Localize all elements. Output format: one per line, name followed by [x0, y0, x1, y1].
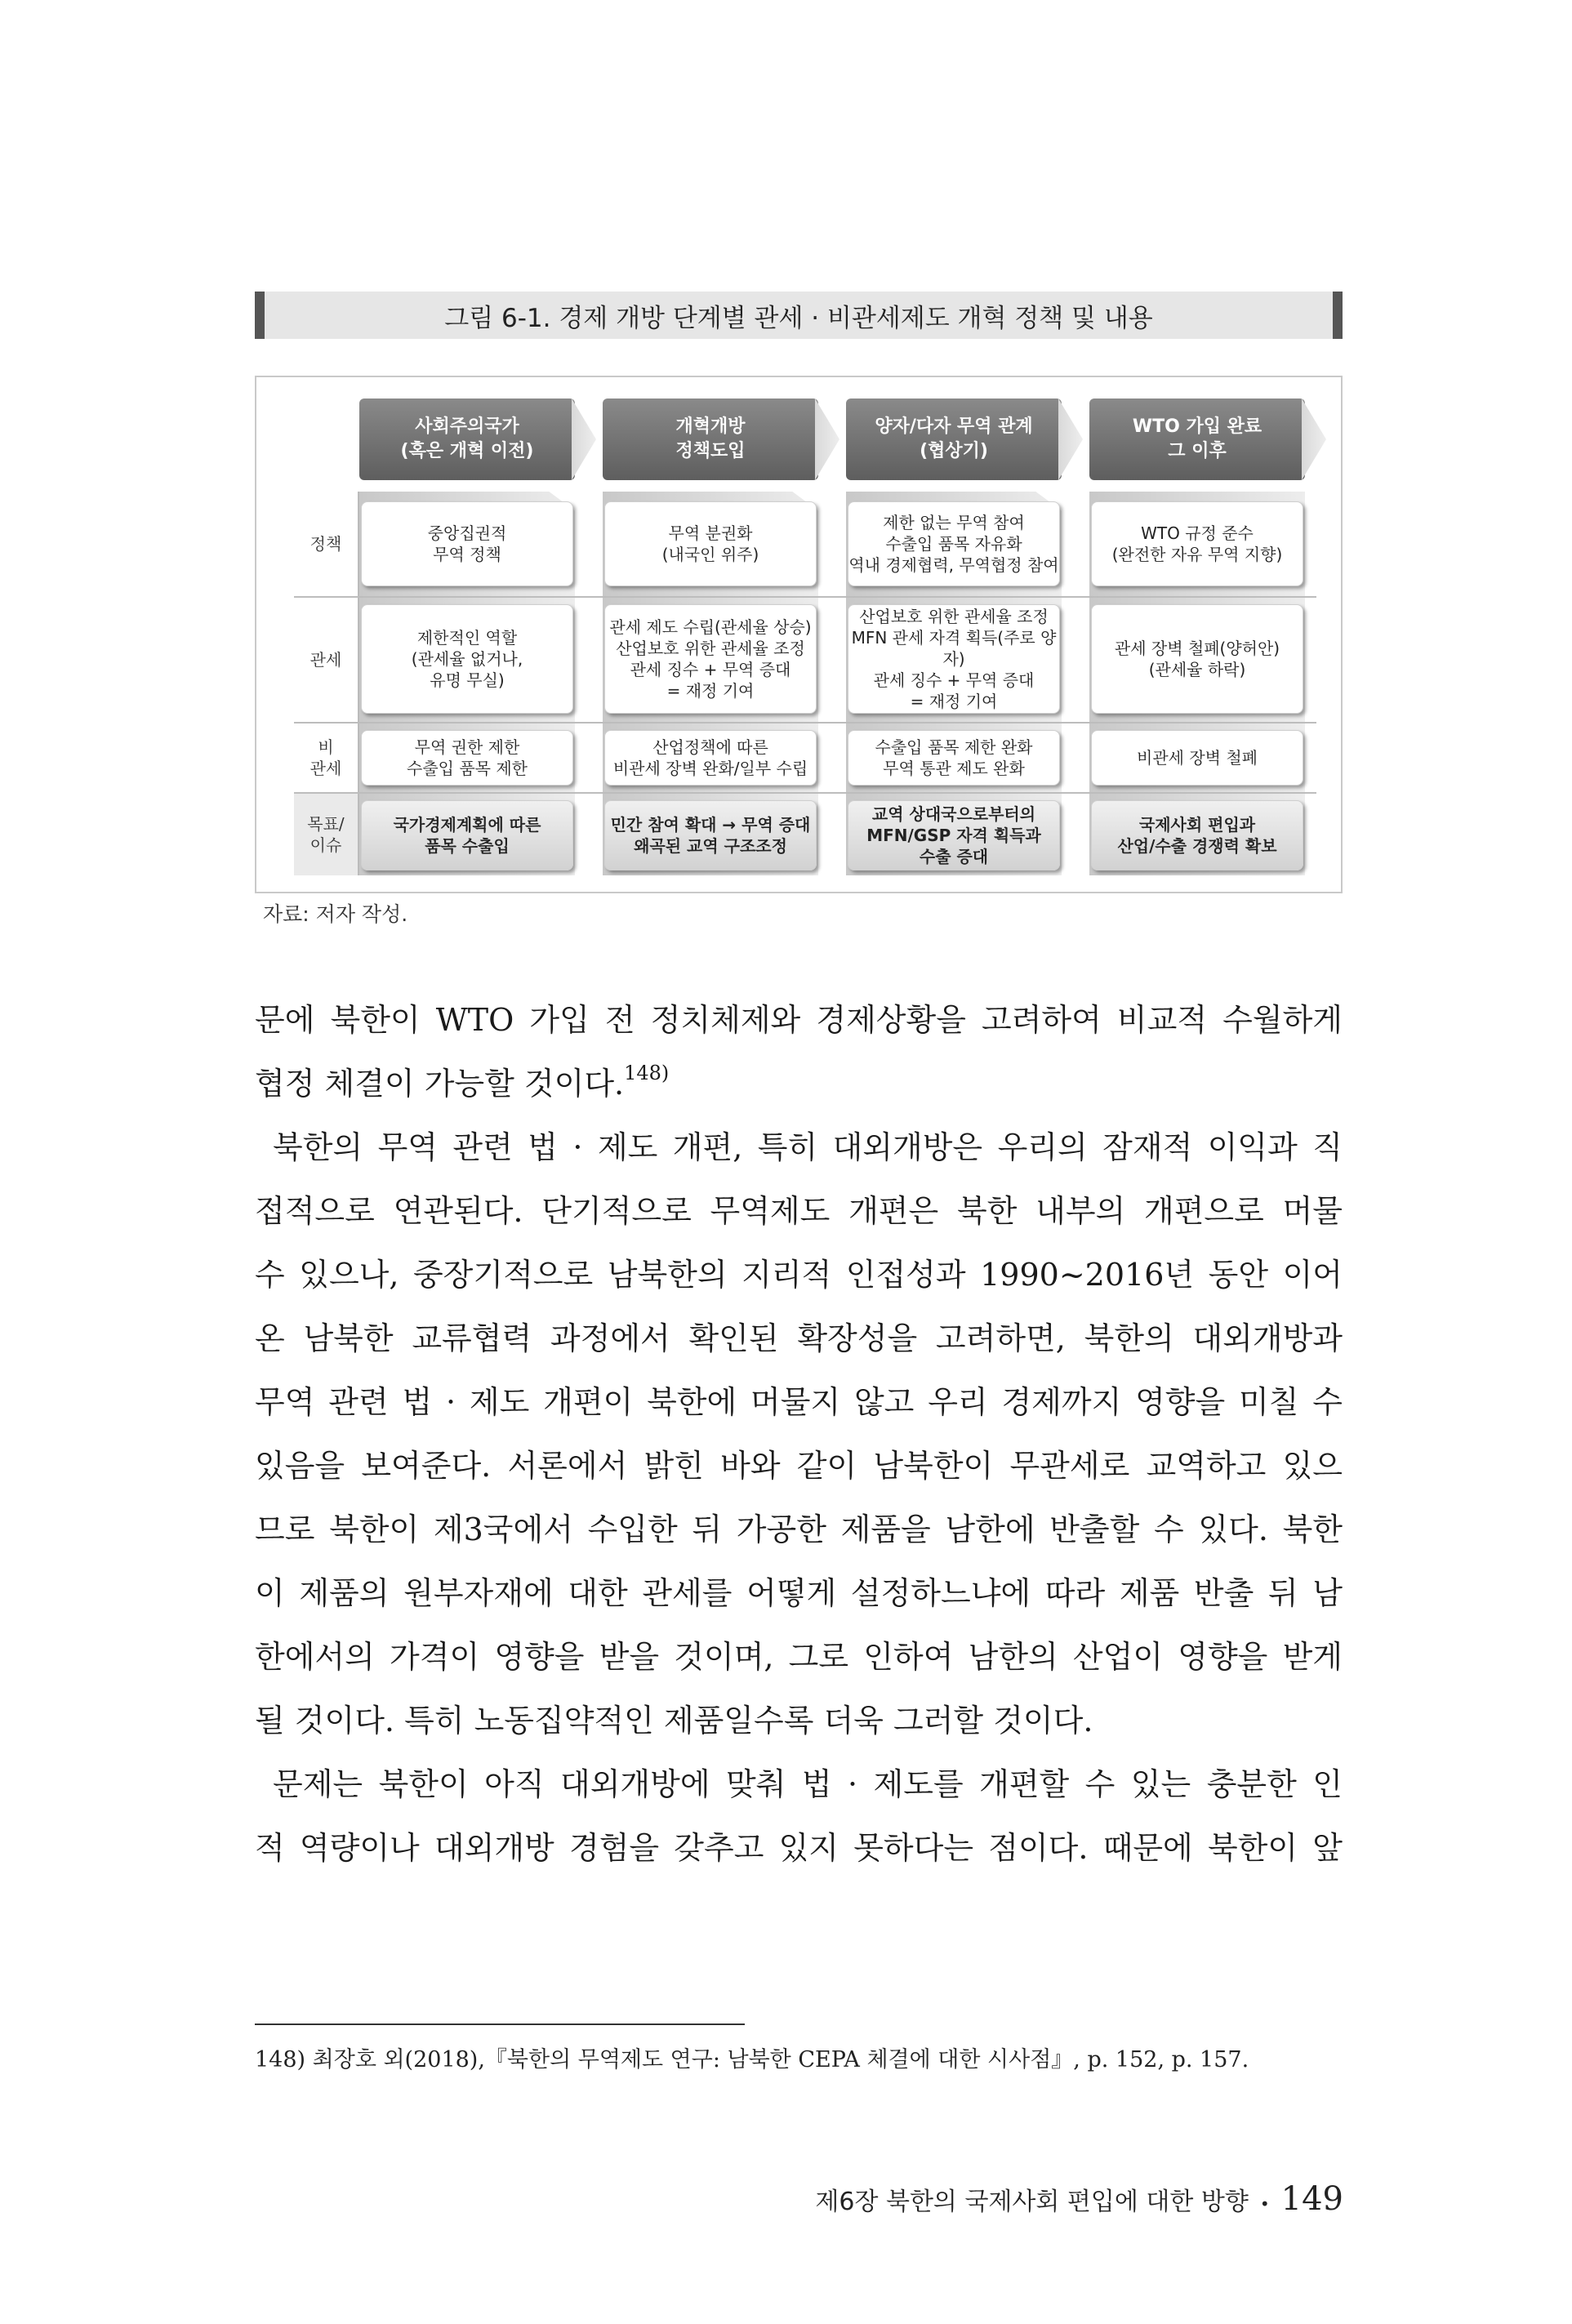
- row-divider: [294, 722, 1316, 723]
- body-line: 있음을 보여준다. 서론에서 밝힌 바와 같이 남북한이 무관세로 교역하고 있으: [255, 1448, 1343, 1484]
- stage-header-socialist: 사회주의국가 (혹은 개혁 이전): [359, 398, 575, 480]
- cell-nontariff-4: 비관세 장벽 철폐: [1091, 730, 1303, 786]
- cell-goal-1: 국가경제계획에 따른 품목 수출입: [361, 800, 573, 870]
- figure-caption: 그림 6-1. 경제 개방 단계별 관세 · 비관세제도 개혁 정책 및 내용: [255, 292, 1343, 339]
- running-chapter-title: 제6장 북한의 국제사회 편입에 대한 방향: [815, 2188, 1249, 2216]
- body-line: 무역 관련 법 · 제도 개편이 북한에 머물지 않고 우리 경제까지 영향을 미칠 수: [255, 1384, 1343, 1420]
- cell-nontariff-2: 산업정책에 따른 비관세 장벽 완화/일부 수립: [604, 730, 817, 786]
- reform-policy-diagram: [255, 376, 1343, 893]
- row-divider: [294, 596, 1316, 598]
- page-footer: [815, 2180, 1343, 2218]
- cell-goal-4: 국제사회 편입과 산업/수출 경쟁력 확보: [1091, 800, 1303, 870]
- stage-header-negotiation: 양자/다자 무역 관계 (협상기): [846, 398, 1062, 480]
- footnote-marker: 148): [624, 1062, 670, 1084]
- page-number: 149: [1280, 2180, 1343, 2218]
- cell-goal-2: 민간 참여 확대 → 무역 증대 왜곡된 교역 구조조정: [604, 800, 817, 870]
- cell-tariff-1: 제한적인 역할 (관세율 없거나, 유명 무실): [361, 604, 573, 714]
- figure-source: 자료: 저자 작성.: [263, 902, 408, 926]
- stage-header-reform: 개혁개방 정책도입: [603, 398, 818, 480]
- body-line: 적 역량이나 대외개방 경험을 갖추고 있지 못하다는 점이다. 때문에 북한이 앞: [255, 1830, 1343, 1866]
- cell-nontariff-3: 수출입 품목 제한 완화 무역 통관 제도 완화: [848, 730, 1060, 786]
- body-line: 접적으로 연관된다. 단기적으로 무역제도 개편은 북한 내부의 개편으로 머물: [255, 1193, 1343, 1229]
- row-label-goal: 목표/ 이슈: [294, 794, 359, 875]
- row-label-policy: 정책: [294, 492, 359, 596]
- footer-bullet: •: [1259, 2194, 1270, 2214]
- footnote: 148) 최장호 외(2018),『북한의 무역제도 연구: 남북한 CEPA 체결에 대한 시사점』, p. 152, p. 157.: [255, 2047, 1249, 2072]
- body-line: 문제는 북한이 아직 대외개방에 맞춰 법 · 제도를 개편할 수 있는 충분한 인: [273, 1766, 1343, 1802]
- cell-policy-1: 중앙집권적 무역 정책: [361, 501, 573, 586]
- row-label-tariff: 관세: [294, 598, 359, 722]
- body-line-text: 협정 체결이 가능할 것이다.: [255, 1066, 625, 1102]
- cell-policy-2: 무역 분권화 (내국인 위주): [604, 501, 817, 586]
- body-line: 될 것이다. 특히 노동집약적인 제품일수록 더욱 그러할 것이다.: [255, 1703, 1093, 1739]
- cell-policy-4: WTO 규정 준수 (완전한 자유 무역 지향): [1091, 501, 1303, 586]
- cell-goal-3: 교역 상대국으로부터의 MFN/GSP 자격 획득과 수출 증대: [848, 800, 1060, 870]
- footnote-rule: [255, 2023, 745, 2025]
- body-line: 온 남북한 교류협력 과정에서 확인된 확장성을 고려하면, 북한의 대외개방과: [255, 1320, 1343, 1356]
- body-line: [255, 1058, 669, 1103]
- body-line: 문에 북한이 WTO 가입 전 정치체제와 경제상황을 고려하여 비교적 수월하게: [255, 1002, 1343, 1038]
- body-line: 북한의 무역 관련 법 · 제도 개편, 특히 대외개방은 우리의 잠재적 이익과 직: [273, 1129, 1343, 1165]
- cell-tariff-4: 관세 장벽 철폐(양허안) (관세율 하락): [1091, 604, 1303, 714]
- cell-tariff-3: 산업보호 위한 관세율 조정 MFN 관세 자격 획득(주로 양자) 관세 징수 + 무역 증대 = 재정 기여: [848, 604, 1060, 714]
- cell-policy-3: 제한 없는 무역 참여 수출입 품목 자유화 역내 경제협력, 무역협정 참여: [848, 501, 1060, 586]
- cell-nontariff-1: 무역 권한 제한 수출입 품목 제한: [361, 730, 573, 786]
- body-line: 한에서의 가격이 영향을 받을 것이며, 그로 인하여 남한의 산업이 영향을 받게: [255, 1639, 1343, 1675]
- row-divider: [294, 792, 1316, 794]
- body-line: 므로 북한이 제3국에서 수입한 뒤 가공한 제품을 남한에 반출할 수 있다. 북한: [255, 1511, 1343, 1547]
- row-label-nontariff: 비 관세: [294, 723, 359, 792]
- cell-tariff-2: 관세 제도 수립(관세율 상승) 산업보호 위한 관세율 조정 관세 징수 + 무역 증대 = 재정 기여: [604, 604, 817, 714]
- body-line: 이 제품의 원부자재에 대한 관세를 어떻게 설정하느냐에 따라 제품 반출 뒤 남: [255, 1575, 1343, 1611]
- stage-header-wto: WTO 가입 완료 그 이후: [1089, 398, 1305, 480]
- body-line: 수 있으나, 중장기적으로 남북한의 지리적 인접성과 1990~2016년 동안 이어: [255, 1257, 1343, 1293]
